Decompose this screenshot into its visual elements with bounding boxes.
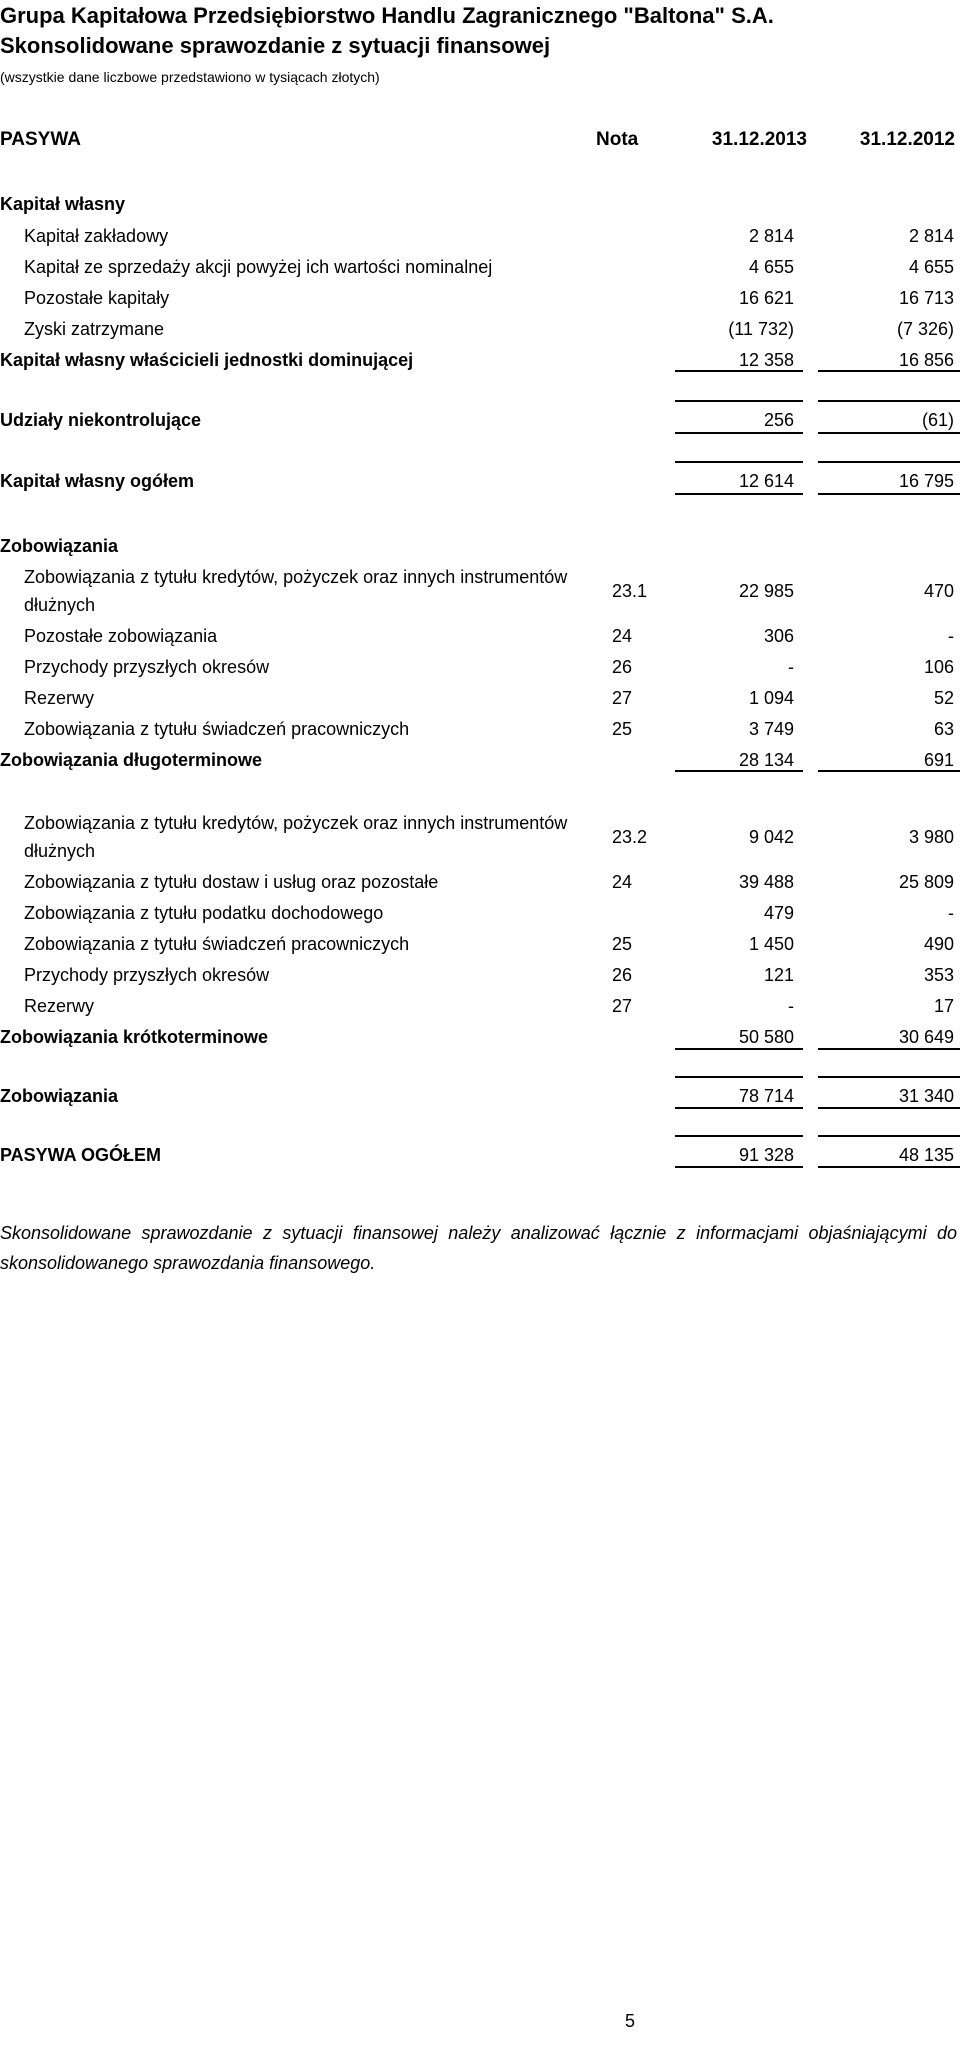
value-2013: (11 732) (728, 319, 794, 339)
value-2012: 52 (933, 688, 954, 708)
row-nota: 27 (612, 688, 633, 708)
value-2013: - (788, 657, 794, 677)
underline-rule (675, 1076, 803, 1078)
value-2013: 39 488 (738, 872, 794, 892)
table-row (0, 313, 960, 341)
table-row (0, 807, 960, 863)
company-name: Grupa Kapitałowa Przedsiębiorstwo Handlu Zagranicznego "Baltona" S.A. (0, 3, 774, 28)
subtotal-row (0, 404, 960, 432)
subtotal-row (0, 744, 960, 772)
row-nota: 23.1 (612, 581, 648, 601)
row-label: Zobowiązania z tytułu dostaw i usług oraz pozostałe (24, 872, 439, 892)
value-2012: 17 (933, 996, 954, 1016)
column-header-2012: 31.12.2012 (859, 129, 955, 150)
underline-rule (818, 1135, 960, 1137)
table-row (0, 990, 960, 1018)
row-label: Przychody przyszłych okresów (24, 965, 270, 985)
value-2012: 30 649 (898, 1027, 954, 1047)
value-2012: - (948, 626, 954, 646)
value-2012: 691 (923, 750, 954, 770)
footnote: Skonsolidowane sprawozdanie z sytuacji finansowej należy analizować łącznie z informacjami objaśniającymi do skonsolidowanego sprawozdania finansowego. (0, 1223, 957, 1273)
section-heading-row (0, 530, 960, 558)
row-nota: 25 (612, 934, 633, 954)
value-2013: 121 (763, 965, 794, 985)
value-2013: 306 (763, 626, 794, 646)
row-label: Zobowiązania długoterminowe (0, 750, 263, 770)
value-2013: 1 094 (748, 688, 794, 708)
statement-title: Skonsolidowane sprawozdanie z sytuacji finansowej (0, 33, 551, 58)
row-label: Pozostałe zobowiązania (24, 626, 218, 646)
underline-rule (818, 1107, 960, 1109)
value-2012: 31 340 (898, 1086, 954, 1106)
table-row (0, 251, 960, 279)
value-2012: 2 814 (908, 226, 954, 246)
value-2012: 25 809 (898, 872, 954, 892)
row-label: Kapitał własny właścicieli jednostki dominującej (0, 350, 414, 370)
subtotal-row (0, 465, 960, 493)
value-2013: 3 749 (748, 719, 794, 739)
value-2013: 12 614 (738, 471, 794, 491)
row-nota: 24 (612, 872, 633, 892)
value-2013: 9 042 (748, 827, 794, 847)
underline-rule (818, 432, 960, 434)
table-row (0, 959, 960, 987)
underline-rule (818, 370, 960, 372)
underline-rule (818, 493, 960, 495)
row-label: Kapitał zakładowy (24, 226, 169, 246)
subtotal-row (0, 1080, 960, 1108)
row-nota: 23.2 (612, 827, 648, 847)
section-heading-row (0, 188, 960, 216)
underline-rule (818, 1048, 960, 1050)
underline-rule (818, 1166, 960, 1168)
value-2012: 63 (933, 719, 954, 739)
underline-rule (675, 1135, 803, 1137)
underline-rule (675, 1048, 803, 1050)
column-header-nota: Nota (596, 129, 639, 150)
row-label: Rezerwy (24, 688, 95, 708)
value-2012: 106 (923, 657, 954, 677)
table-row (0, 682, 960, 710)
subtotal-row (0, 344, 960, 372)
value-2012: 470 (923, 581, 954, 601)
table-row (0, 282, 960, 310)
value-2013: 78 714 (738, 1086, 794, 1106)
subtotal-row (0, 1021, 960, 1049)
underline-rule (818, 400, 960, 402)
row-label: Pozostałe kapitały (24, 288, 170, 308)
value-2013: 28 134 (738, 750, 794, 770)
row-label: Kapitał ze sprzedaży akcji powyżej ich wartości nominalnej (24, 257, 493, 277)
table-row (0, 897, 960, 925)
underline-rule (818, 770, 960, 772)
value-2012: 3 980 (908, 827, 954, 847)
value-2012: (61) (921, 410, 954, 430)
value-2013: 1 450 (748, 934, 794, 954)
value-2013: 256 (763, 410, 794, 430)
value-2012: 4 655 (908, 257, 954, 277)
row-label: Kapitał własny ogółem (0, 471, 195, 491)
value-2012: 16 795 (898, 471, 954, 491)
value-2012: (7 326) (896, 319, 954, 339)
underline-rule (675, 370, 803, 372)
row-label: Zobowiązania krótkoterminowe (0, 1027, 269, 1047)
table-row (0, 866, 960, 894)
underline-rule (818, 461, 960, 463)
value-2013: 2 814 (748, 226, 794, 246)
row-nota: 25 (612, 719, 633, 739)
underline-rule (675, 400, 803, 402)
table-row (0, 651, 960, 679)
table-row (0, 220, 960, 248)
row-label: Zobowiązania (0, 536, 119, 556)
table-row (0, 620, 960, 648)
column-header-pasywa: PASYWA (0, 129, 81, 150)
table-row (0, 928, 960, 956)
subtotal-row (0, 1139, 960, 1167)
row-label: PASYWA OGÓŁEM (0, 1145, 162, 1165)
value-2013: 12 358 (738, 350, 794, 370)
value-2013: - (788, 996, 794, 1016)
row-label: Zobowiązania z tytułu świadczeń pracowniczych (24, 934, 410, 954)
value-2012: 353 (923, 965, 954, 985)
column-header-2013: 31.12.2013 (711, 129, 807, 150)
value-2012: 48 135 (898, 1145, 954, 1165)
underline-rule (675, 461, 803, 463)
row-label: Zobowiązania (0, 1086, 119, 1106)
value-2013: 50 580 (738, 1027, 794, 1047)
row-nota: 27 (612, 996, 633, 1016)
value-2013: 91 328 (738, 1145, 794, 1165)
table-row (0, 561, 960, 617)
underline-rule (675, 493, 803, 495)
value-2012: 16 713 (898, 288, 954, 308)
row-label: Zobowiązania z tytułu podatku dochodowego (24, 903, 384, 923)
row-label: Rezerwy (24, 996, 95, 1016)
row-label: Zobowiązania z tytułu świadczeń pracowniczych (24, 719, 410, 739)
row-nota: 24 (612, 626, 633, 646)
row-label: Udziały niekontrolujące (0, 410, 202, 430)
row-nota: 26 (612, 965, 633, 985)
row-label: Przychody przyszłych okresów (24, 657, 270, 677)
value-2013: 4 655 (748, 257, 794, 277)
row-label: Zyski zatrzymane (24, 319, 165, 339)
underline-rule (675, 1166, 803, 1168)
units-note: (wszystkie dane liczbowe przedstawiono w tysiącach złotych) (0, 69, 380, 85)
value-2013: 22 985 (738, 581, 794, 601)
underline-rule (675, 1107, 803, 1109)
underline-rule (818, 1076, 960, 1078)
row-label: Zobowiązania z tytułu kredytów, pożyczek oraz innych instrumentów dłużnych (24, 567, 568, 615)
row-nota: 26 (612, 657, 633, 677)
row-label: Zobowiązania z tytułu kredytów, pożyczek oraz innych instrumentów dłużnych (24, 813, 568, 861)
value-2013: 479 (763, 903, 794, 923)
row-label: Kapitał własny (0, 194, 126, 214)
table-row (0, 713, 960, 741)
value-2012: 490 (923, 934, 954, 954)
value-2012: - (948, 903, 954, 923)
value-2012: 16 856 (898, 350, 954, 370)
page-number: 5 (625, 2011, 636, 2031)
underline-rule (675, 770, 803, 772)
underline-rule (675, 432, 803, 434)
value-2013: 16 621 (738, 288, 794, 308)
